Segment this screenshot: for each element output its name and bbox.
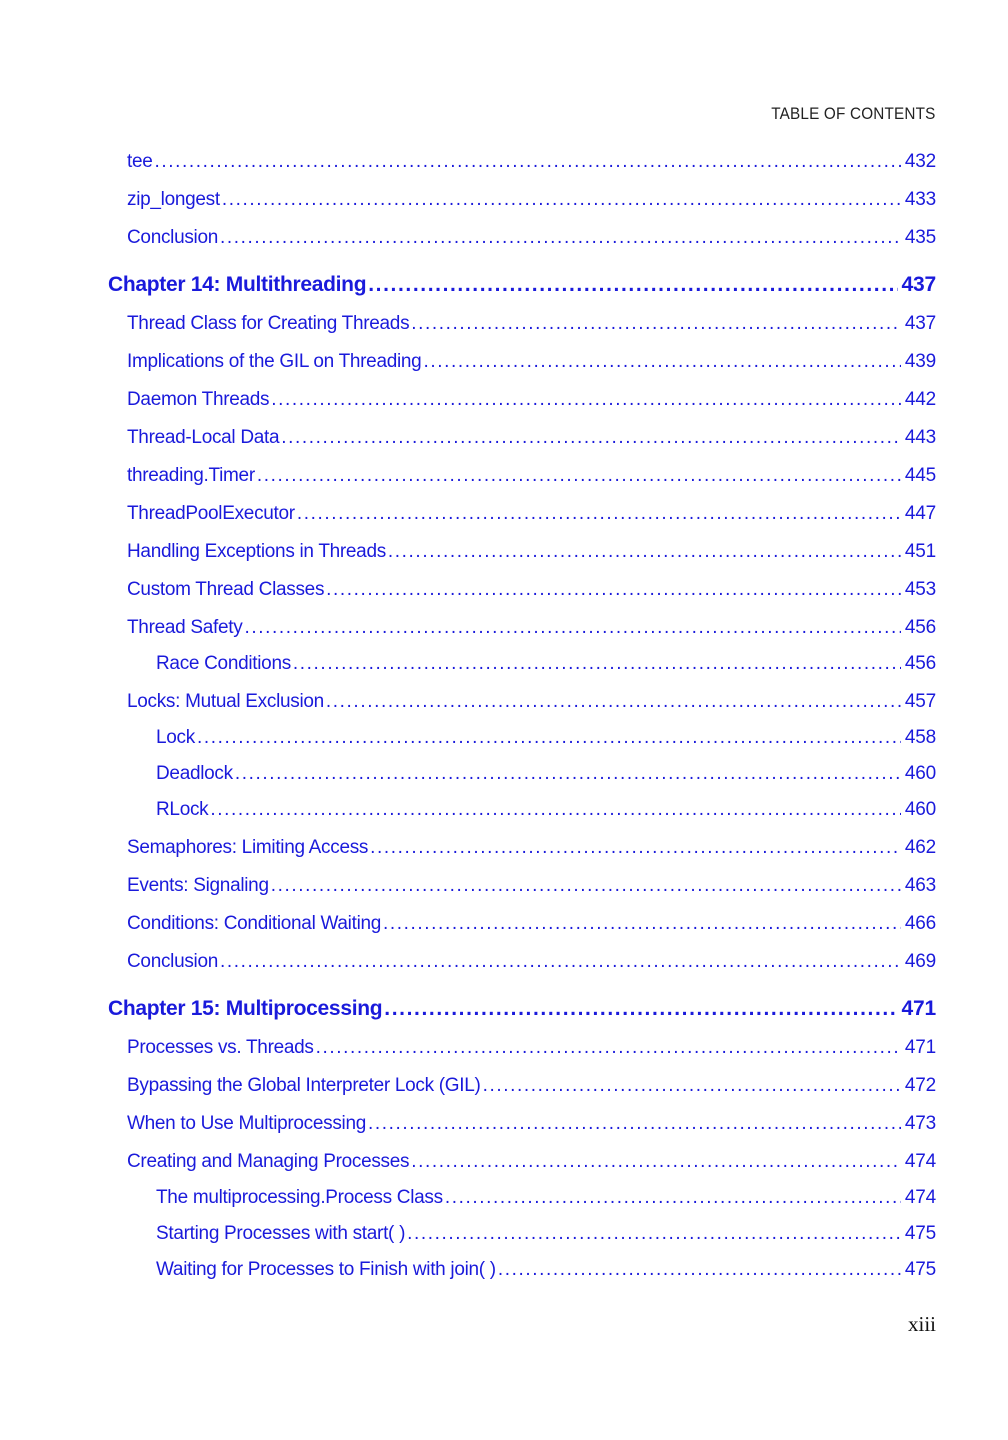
dot-leader bbox=[210, 799, 901, 821]
toc-entry-title: Conclusion bbox=[127, 951, 218, 972]
toc-entry-title: Chapter 15: Multiprocessing bbox=[108, 997, 383, 1020]
toc-entry[interactable] bbox=[127, 1151, 936, 1177]
toc-entry-page: 474 bbox=[904, 1151, 936, 1172]
toc-entry-page: 473 bbox=[904, 1113, 936, 1134]
toc-entry[interactable] bbox=[127, 465, 936, 491]
toc-entry[interactable] bbox=[127, 913, 936, 939]
dot-leader bbox=[293, 653, 901, 675]
toc-entry-title: Implications of the GIL on Threading bbox=[127, 351, 422, 372]
toc-subentry[interactable] bbox=[156, 763, 936, 789]
toc-entry-title: Daemon Threads bbox=[127, 389, 270, 410]
toc-entry[interactable] bbox=[127, 837, 936, 863]
toc-subentry[interactable] bbox=[156, 653, 936, 679]
toc-entry-page: 453 bbox=[904, 579, 936, 600]
toc-entry-page: 443 bbox=[904, 427, 936, 448]
toc-entry-title: Thread Safety bbox=[127, 617, 243, 638]
toc-chapter-entry[interactable] bbox=[108, 997, 936, 1025]
toc-entry-page: 439 bbox=[904, 351, 936, 372]
toc-entry-page: 442 bbox=[904, 389, 936, 410]
dot-leader bbox=[384, 997, 897, 1021]
toc-entry-page: 475 bbox=[904, 1223, 936, 1244]
toc-subentry[interactable] bbox=[156, 1223, 936, 1249]
toc-entry-title: Custom Thread Classes bbox=[127, 579, 325, 600]
toc-entry[interactable] bbox=[127, 951, 936, 977]
toc-entry-page: 471 bbox=[904, 1037, 936, 1058]
toc-subentry[interactable] bbox=[156, 727, 936, 753]
toc-entry[interactable] bbox=[127, 875, 936, 901]
dot-leader bbox=[445, 1187, 901, 1209]
toc-entry[interactable] bbox=[127, 1037, 936, 1063]
toc-entry-page: 463 bbox=[904, 875, 936, 896]
toc-entry-title: Semaphores: Limiting Access bbox=[127, 837, 369, 858]
dot-leader bbox=[370, 837, 901, 859]
dot-leader bbox=[483, 1075, 901, 1097]
toc-subentry[interactable] bbox=[156, 1187, 936, 1213]
toc-entry-page: 472 bbox=[904, 1075, 936, 1096]
toc-entry-title: Handling Exceptions in Threads bbox=[127, 541, 386, 562]
toc-entry-page: 462 bbox=[904, 837, 936, 858]
toc-entry-title: Chapter 14: Multithreading bbox=[108, 273, 367, 296]
dot-leader bbox=[271, 875, 901, 897]
toc-entry-page: 447 bbox=[904, 503, 936, 524]
toc-entry-page: 437 bbox=[901, 273, 936, 296]
toc-entry-page: 435 bbox=[904, 227, 936, 248]
dot-leader bbox=[388, 541, 901, 563]
toc-entry-title: Race Conditions bbox=[156, 653, 291, 674]
dot-leader bbox=[244, 617, 900, 639]
toc-entry-page: 474 bbox=[904, 1187, 936, 1208]
toc-entry-page: 460 bbox=[904, 799, 936, 820]
toc-entry[interactable] bbox=[127, 579, 936, 605]
dot-leader bbox=[407, 1223, 901, 1245]
toc-entry-title: When to Use Multiprocessing bbox=[127, 1113, 367, 1134]
dot-leader bbox=[316, 1037, 901, 1059]
toc-entry-title: Thread Class for Creating Threads bbox=[127, 313, 410, 334]
toc-entry[interactable] bbox=[127, 1075, 936, 1101]
toc-entry-title: Lock bbox=[156, 727, 195, 748]
dot-leader bbox=[368, 273, 897, 297]
toc-entry-page: 475 bbox=[904, 1259, 936, 1280]
toc-subentry[interactable] bbox=[156, 799, 936, 825]
toc-entry-title: RLock bbox=[156, 799, 209, 820]
toc-entry[interactable] bbox=[127, 189, 936, 215]
toc-entry[interactable] bbox=[127, 617, 936, 643]
toc-entry-title: Waiting for Processes to Finish with join( ) bbox=[156, 1259, 496, 1280]
toc-entry-page: 437 bbox=[904, 313, 936, 334]
dot-leader bbox=[411, 1151, 901, 1173]
toc-entry-page: 456 bbox=[904, 653, 936, 674]
toc-entry-title: zip_longest bbox=[127, 189, 220, 210]
toc-entry-page: 460 bbox=[904, 763, 936, 784]
dot-leader bbox=[297, 503, 901, 525]
toc-entry[interactable] bbox=[127, 541, 936, 567]
toc-entry[interactable] bbox=[127, 389, 936, 415]
page-number: xiii bbox=[907, 1312, 936, 1336]
toc-entry[interactable] bbox=[127, 691, 936, 717]
dot-leader bbox=[281, 427, 901, 449]
toc-entry-title: Starting Processes with start( ) bbox=[156, 1223, 406, 1244]
toc-entry[interactable] bbox=[127, 151, 936, 177]
dot-leader bbox=[368, 1113, 901, 1135]
dot-leader bbox=[257, 465, 901, 487]
toc-entry[interactable] bbox=[127, 351, 936, 377]
toc-entry-title: The multiprocessing.Process Class bbox=[156, 1187, 443, 1208]
dot-leader bbox=[411, 313, 901, 335]
dot-leader bbox=[383, 913, 901, 935]
dot-leader bbox=[220, 227, 901, 249]
toc-entry[interactable] bbox=[127, 227, 936, 253]
toc-subentry[interactable] bbox=[156, 1259, 936, 1285]
dot-leader bbox=[326, 579, 901, 601]
dot-leader bbox=[271, 389, 901, 411]
dot-leader bbox=[220, 951, 901, 973]
toc-entry-page: 469 bbox=[904, 951, 936, 972]
dot-leader bbox=[155, 151, 901, 173]
toc-entry-title: threading.Timer bbox=[127, 465, 255, 486]
toc-entry-title: Thread-Local Data bbox=[127, 427, 280, 448]
dot-leader bbox=[222, 189, 901, 211]
toc-entry-title: tee bbox=[127, 151, 153, 172]
toc-entry[interactable] bbox=[127, 503, 936, 529]
toc-entry-page: 456 bbox=[904, 617, 936, 638]
toc-entry-page: 451 bbox=[904, 541, 936, 562]
toc-entry-page: 432 bbox=[904, 151, 936, 172]
toc-entry-title: Events: Signaling bbox=[127, 875, 269, 896]
toc-entry-title: Deadlock bbox=[156, 763, 233, 784]
toc-entry[interactable] bbox=[127, 427, 936, 453]
dot-leader bbox=[197, 727, 901, 749]
dot-leader bbox=[235, 763, 901, 785]
toc-entry-title: Locks: Mutual Exclusion bbox=[127, 691, 324, 712]
toc-entry-page: 457 bbox=[904, 691, 936, 712]
toc-entry-title: Processes vs. Threads bbox=[127, 1037, 314, 1058]
toc-entry-page: 466 bbox=[904, 913, 936, 934]
dot-leader bbox=[498, 1259, 901, 1281]
toc-entry-title: ThreadPoolExecutor bbox=[127, 503, 295, 524]
toc-entry[interactable] bbox=[127, 1113, 936, 1139]
toc-chapter-entry[interactable] bbox=[108, 273, 936, 301]
dot-leader bbox=[326, 691, 901, 713]
toc-entry[interactable] bbox=[127, 313, 936, 339]
toc-entry-page: 433 bbox=[904, 189, 936, 210]
toc-entry-page: 445 bbox=[904, 465, 936, 486]
toc-entry-page: 458 bbox=[904, 727, 936, 748]
toc-entry-page: 471 bbox=[901, 997, 936, 1020]
running-header: TABLE OF CONTENTS bbox=[771, 104, 936, 123]
dot-leader bbox=[423, 351, 900, 373]
toc-entry-title: Bypassing the Global Interpreter Lock (GIL) bbox=[127, 1075, 481, 1096]
toc-entry-title: Conditions: Conditional Waiting bbox=[127, 913, 382, 934]
toc-entry-title: Conclusion bbox=[127, 227, 218, 248]
toc-entry-title: Creating and Managing Processes bbox=[127, 1151, 410, 1172]
